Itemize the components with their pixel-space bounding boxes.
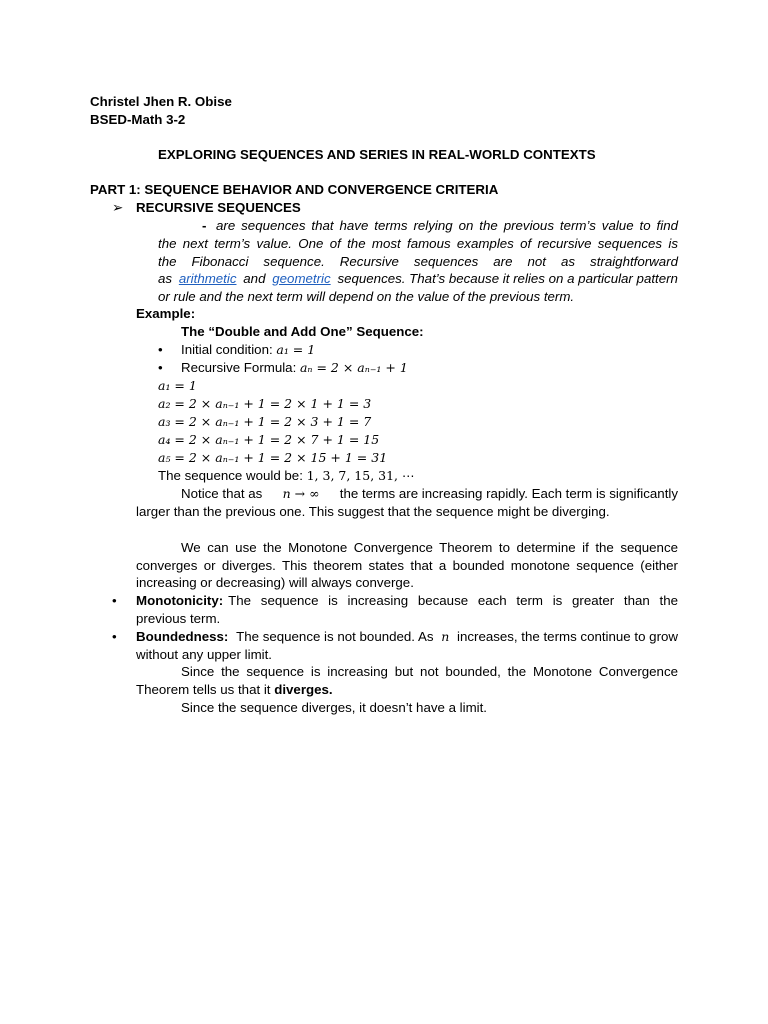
bullet-icon: • <box>158 360 163 375</box>
arrow-bullet-icon: ➢ <box>112 200 124 215</box>
term-a2: a₂ = 2 × aₙ₋₁ + 1 = 2 × 1 + 1 = 3 <box>158 396 372 411</box>
recursive-sequences-heading: RECURSIVE SEQUENCES <box>136 200 301 215</box>
recursive-formula-expression: aₙ = 2 × aₙ₋₁ + 1 <box>299 360 408 375</box>
initial-condition-formula: a₁ = 1 <box>276 342 316 357</box>
sequence-values: 1, 3, 7, 15, 31, ⋯ <box>306 468 415 483</box>
since-line-2 <box>136 681 333 699</box>
notice-pre: Notice that as <box>181 486 263 501</box>
since-line-1: Since the sequence is increasing but not bounded, the Monotone Convergence <box>181 664 678 679</box>
conclusion-line: Since the sequence diverges, it doesn’t have a limit. <box>181 700 488 715</box>
definition-line-4-rest: sequences. That’s because it relies on a particular pattern <box>337 271 678 286</box>
definition-line-4 <box>158 270 678 288</box>
author-name: Christel Jhen R. Obise <box>90 94 232 109</box>
recursive-formula <box>181 359 408 377</box>
arithmetic-link[interactable]: arithmetic <box>178 271 237 286</box>
term-a4: a₄ = 2 × aₙ₋₁ + 1 = 2 × 7 + 1 = 15 <box>158 432 380 447</box>
boundedness-label: Boundedness: <box>136 629 229 644</box>
term-a3: a₃ = 2 × aₙ₋₁ + 1 = 2 × 3 + 1 = 7 <box>158 414 372 429</box>
monotonicity-text: The sequence is increasing because each term is greater than the <box>228 593 678 608</box>
term-a5: a₅ = 2 × aₙ₋₁ + 1 = 2 × 15 + 1 = 31 <box>158 450 388 465</box>
bullet-icon: • <box>158 342 163 357</box>
notice-post: the terms are increasing rapidly. Each term is significantly <box>339 486 678 501</box>
bullet-icon: • <box>112 593 117 608</box>
boundedness-var: n <box>441 629 450 644</box>
boundedness-post: increases, the terms continue to grow <box>457 629 678 644</box>
part1-heading: PART 1: SEQUENCE BEHAVIOR AND CONVERGENCE CRITERIA <box>90 182 499 197</box>
definition-dash: - <box>202 218 207 233</box>
course-section: BSED-Math 3-2 <box>90 112 186 127</box>
monotonicity-line-1 <box>136 592 678 610</box>
mct-line-2: converges or diverges. This theorem states that a bounded monotone sequence (either <box>136 558 678 573</box>
geometric-link[interactable]: geometric <box>272 271 331 286</box>
diverges-emphasis: diverges. <box>274 682 333 697</box>
initial-condition <box>181 341 315 359</box>
example-label: Example: <box>136 306 196 321</box>
mct-line-1: We can use the Monotone Convergence Theorem to determine if the sequence <box>181 540 678 555</box>
mct-line-3: increasing or decreasing) will always converge. <box>136 575 414 590</box>
definition-line-2: the next term’s value. One of the most famous examples of recursive sequences is <box>158 236 678 251</box>
boundedness-line-1 <box>136 628 678 646</box>
sequence-listing <box>158 467 415 485</box>
since-line-2-pre: Theorem tells us that it <box>136 682 271 697</box>
boundedness-line-2: without any upper limit. <box>136 647 272 662</box>
recursive-formula-label: Recursive Formula: <box>181 360 297 375</box>
example-title: The “Double and Add One” Sequence: <box>181 324 424 339</box>
sequence-label: The sequence would be: <box>158 468 303 483</box>
boundedness-pre: The sequence is not bounded. As <box>236 629 434 644</box>
definition-and: and <box>243 271 266 286</box>
initial-condition-label: Initial condition: <box>181 342 273 357</box>
definition-line-3: the Fibonacci sequence. Recursive sequences are not as straightforward <box>158 254 678 269</box>
bullet-icon: • <box>112 629 117 644</box>
definition-as: as <box>158 271 173 286</box>
notice-line-1 <box>181 485 678 503</box>
monotonicity-label: Monotonicity: <box>136 593 224 608</box>
notice-limit: n → ∞ <box>282 486 320 501</box>
term-a1: a₁ = 1 <box>158 378 197 393</box>
definition-line-5: or rule and the next term will depend on the value of the previous term. <box>158 289 575 304</box>
monotonicity-line-2: previous term. <box>136 611 221 626</box>
document-title: EXPLORING SEQUENCES AND SERIES IN REAL-WORLD CONTEXTS <box>158 147 596 162</box>
definition-line-1: are sequences that have terms relying on the previous term’s value to find <box>216 218 678 233</box>
notice-line-2: larger than the previous one. This suggest that the sequence might be diverging. <box>136 504 610 519</box>
